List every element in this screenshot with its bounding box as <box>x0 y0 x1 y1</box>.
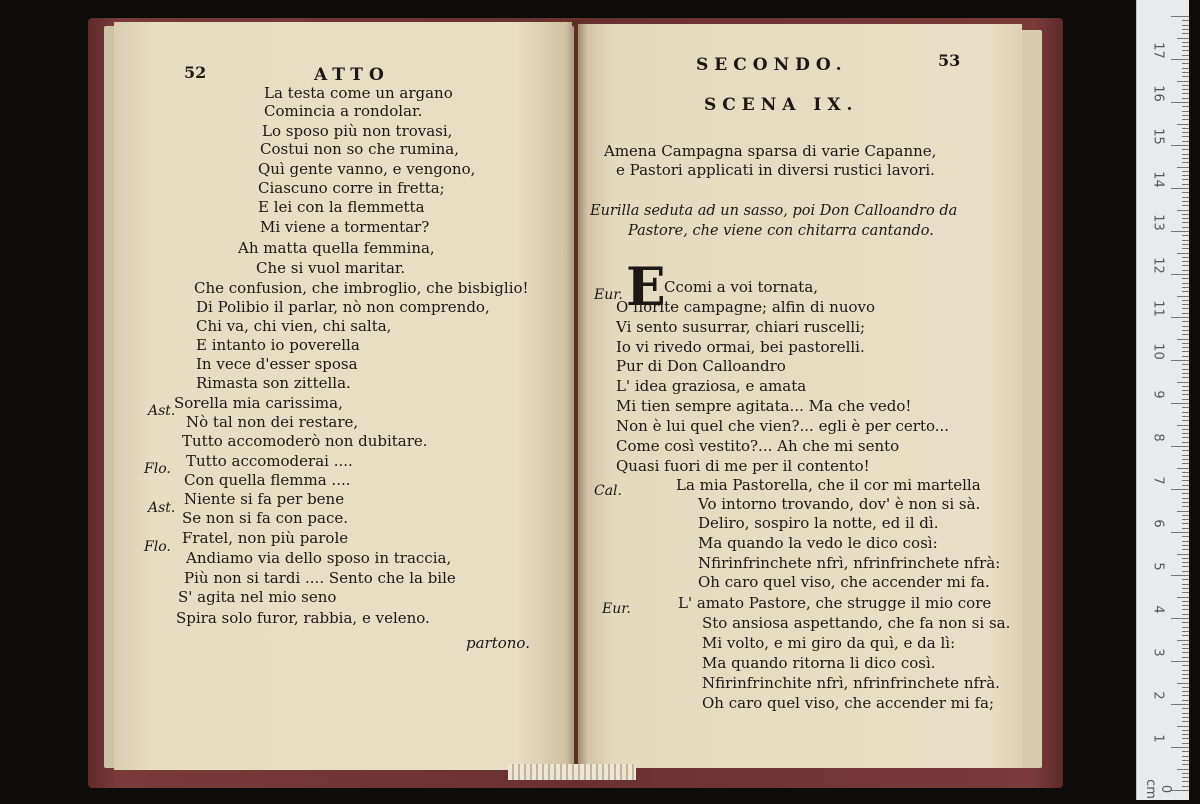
ruler-tick <box>1182 592 1189 593</box>
left-verse-line-21: Con quella flemma .... <box>184 471 351 489</box>
ruler-tick <box>1182 743 1189 744</box>
ruler-tick <box>1182 571 1189 572</box>
ruler-tick <box>1182 386 1189 387</box>
ruler-tick <box>1182 369 1189 370</box>
ruler-tick <box>1171 145 1189 146</box>
left-verse-line-16: Rimasta son zittella. <box>196 374 351 392</box>
ruler-tick <box>1182 377 1189 378</box>
ruler-tick <box>1182 429 1189 430</box>
ruler-tick <box>1182 459 1189 460</box>
calloandro-line-6: Oh caro quel viso, che accender mi fa. <box>698 573 990 591</box>
ruler-tick <box>1182 399 1189 400</box>
ruler-label: 3 <box>1150 648 1166 657</box>
ruler-tick <box>1182 33 1189 34</box>
ruler-tick <box>1182 300 1189 301</box>
ruler-tick <box>1182 695 1189 696</box>
ruler-tick <box>1182 321 1189 322</box>
ruler-tick <box>1182 330 1189 331</box>
ruler-tick <box>1182 545 1189 546</box>
ruler-tick <box>1182 25 1189 26</box>
left-page-number: 52 <box>184 63 207 82</box>
eurilla-song-line-1: L' amato Pastore, che strugge il mio core <box>678 594 992 612</box>
ruler-tick <box>1182 287 1189 288</box>
ruler-tick <box>1182 201 1189 202</box>
ruler-tick <box>1182 308 1189 309</box>
ruler-tick <box>1182 665 1189 666</box>
ruler-label: 12 <box>1150 257 1166 274</box>
ruler-tick <box>1182 498 1189 499</box>
ruler-tick <box>1182 751 1189 752</box>
left-verse-line-27: S' agita nel mio seno <box>178 588 337 606</box>
ruler-tick <box>1177 683 1189 684</box>
ruler-tick <box>1182 106 1189 107</box>
calloandro-line-5: Nfirinfrinchete nfrì, nfrinfrinchete nfrà: <box>698 554 1001 572</box>
eurilla-song-line-3: Mi volto, e mi giro da quì, e da lì: <box>702 634 956 652</box>
ruler-tick <box>1182 257 1189 258</box>
ruler-tick <box>1182 162 1189 163</box>
ruler-tick <box>1171 704 1189 705</box>
ruler-tick <box>1182 536 1189 537</box>
stage-direction-line-1: Eurilla seduta ad un sasso, poi Don Calloandro da <box>590 203 958 219</box>
ruler-tick <box>1182 493 1189 494</box>
ruler-tick <box>1182 781 1189 782</box>
ruler-tick <box>1182 657 1189 658</box>
ruler-tick <box>1182 472 1189 473</box>
ruler-tick <box>1171 231 1189 232</box>
ruler-tick <box>1171 575 1189 576</box>
ruler-tick <box>1171 360 1189 361</box>
book-gutter <box>566 20 588 772</box>
ruler-tick <box>1171 403 1189 404</box>
ruler-tick <box>1182 192 1189 193</box>
ruler-tick <box>1182 614 1189 615</box>
eurilla-line-6: Mi tien sempre agitata... Ma che vedo! <box>616 397 912 415</box>
ruler-tick <box>1182 579 1189 580</box>
left-verse-line-10: Che si vuol maritar. <box>256 259 406 277</box>
ruler-label: 8 <box>1150 433 1166 442</box>
left-verse-line-23: Se non si fa con pace. <box>182 509 349 527</box>
ruler-tick <box>1182 394 1189 395</box>
eurilla-line-7: Non è lui quel che vien?... egli è per certo... <box>616 417 950 435</box>
right-page-number: 53 <box>938 51 961 70</box>
ruler-tick <box>1182 248 1189 249</box>
ruler-tick <box>1182 674 1189 675</box>
exit-direction: partono. <box>466 634 530 652</box>
ruler-tick <box>1177 339 1189 340</box>
speaker-ast-2: Ast. <box>148 500 176 516</box>
ruler-tick <box>1177 640 1189 641</box>
left-verse-line-14: E intanto io poverella <box>196 336 360 354</box>
ruler-tick <box>1182 601 1189 602</box>
left-verse-line-26: Più non si tardi .... Sento che la bile <box>184 569 456 587</box>
ruler-tick <box>1182 786 1189 787</box>
calloandro-line-2: Vo intorno trovando, dov' è non si sà. <box>698 495 981 513</box>
ruler-tick <box>1182 128 1189 129</box>
measuring-ruler <box>1136 0 1189 800</box>
ruler-tick <box>1182 760 1189 761</box>
ruler-tick <box>1182 670 1189 671</box>
speaker-eur-1: Eur. <box>594 287 623 303</box>
left-running-head: ATTO <box>314 65 390 85</box>
left-verse-line-12: Di Polibio il parlar, nò non comprendo, <box>196 298 490 316</box>
ruler-label: 13 <box>1150 214 1166 231</box>
left-verse-line-15: In vece d'esser sposa <box>196 355 358 373</box>
calloandro-line-1: La mia Pastorella, che il cor mi martella <box>676 476 981 494</box>
ruler-tick <box>1182 584 1189 585</box>
ruler-tick <box>1182 46 1189 47</box>
ruler-tick <box>1182 631 1189 632</box>
ruler-tick <box>1182 313 1189 314</box>
ruler-tick <box>1177 597 1189 598</box>
right-running-head: SECONDO. <box>696 55 848 75</box>
stage-direction-line-2: Pastore, che viene con chitarra cantando. <box>628 223 934 239</box>
ruler-tick <box>1182 730 1189 731</box>
ruler-tick <box>1182 588 1189 589</box>
ruler-tick <box>1182 502 1189 503</box>
first-line: Ccomi a voi tornata, <box>664 278 819 296</box>
left-verse-line-11: Che confusion, che imbroglio, che bisbiglio! <box>194 279 529 297</box>
ruler-tick <box>1182 437 1189 438</box>
ruler-tick <box>1182 283 1189 284</box>
ruler-tick <box>1182 291 1189 292</box>
ruler-tick <box>1182 63 1189 64</box>
left-verse-line-9: Ah matta quella femmina, <box>238 239 435 257</box>
ruler-tick <box>1182 334 1189 335</box>
ruler-tick <box>1182 455 1189 456</box>
ruler-tick <box>1182 72 1189 73</box>
ruler-tick <box>1182 364 1189 365</box>
ruler-tick <box>1182 734 1189 735</box>
ruler-tick <box>1182 76 1189 77</box>
ruler-tick <box>1182 476 1189 477</box>
ruler-tick <box>1177 296 1189 297</box>
left-verse-line-24: Fratel, non più parole <box>182 529 349 547</box>
ruler-tick <box>1182 55 1189 56</box>
ruler-tick <box>1182 89 1189 90</box>
speaker-flo-2: Flo. <box>144 539 171 555</box>
left-verse-line-7: E lei con la flemmetta <box>258 198 425 216</box>
ruler-label: 11 <box>1150 300 1166 317</box>
book-headband <box>508 764 636 780</box>
ruler-tick <box>1182 235 1189 236</box>
ruler-tick <box>1177 468 1189 469</box>
ruler-tick <box>1182 523 1189 524</box>
ruler-tick <box>1182 648 1189 649</box>
left-verse-line-25: Andiamo via dello sposo in traccia, <box>186 549 452 567</box>
ruler-tick <box>1182 773 1189 774</box>
ruler-label: 2 <box>1150 691 1166 700</box>
left-verse-line-18: Nò tal non dei restare, <box>186 413 359 431</box>
ruler-tick <box>1182 528 1189 529</box>
left-verse-line-3: Lo sposo più non trovasi, <box>262 122 453 140</box>
ruler-tick <box>1182 111 1189 112</box>
ruler-tick <box>1182 506 1189 507</box>
calloandro-line-3: Deliro, sospiro la notte, ed il dì. <box>698 514 939 532</box>
ruler-tick <box>1177 81 1189 82</box>
ruler-tick <box>1182 98 1189 99</box>
ruler-tick <box>1182 158 1189 159</box>
ruler-tick <box>1182 433 1189 434</box>
ruler-tick <box>1182 721 1189 722</box>
eurilla-line-9: Quasi fuori di me per il contento! <box>616 457 870 475</box>
speaker-flo-1: Flo. <box>144 461 171 477</box>
left-verse-line-20: Tutto accomoderai .... <box>186 452 353 470</box>
ruler-tick <box>1182 261 1189 262</box>
ruler-tick <box>1182 407 1189 408</box>
ruler-tick <box>1182 184 1189 185</box>
eurilla-song-line-2: Sto ansiosa aspettando, che fa non si sa. <box>702 614 1011 632</box>
ruler-tick <box>1182 93 1189 94</box>
ruler-tick <box>1182 20 1189 21</box>
ruler-tick <box>1182 777 1189 778</box>
ruler-label: 9 <box>1150 390 1166 399</box>
ruler-tick <box>1171 661 1189 662</box>
ruler-tick <box>1182 205 1189 206</box>
ruler-tick <box>1182 713 1189 714</box>
calloandro-line-4: Ma quando la vedo le dico così: <box>698 534 938 552</box>
ruler-tick <box>1182 541 1189 542</box>
ruler-tick <box>1177 726 1189 727</box>
ruler-tick <box>1182 756 1189 757</box>
ruler-tick <box>1171 188 1189 189</box>
eurilla-line-3: Io vi rivedo ormai, bei pastorelli. <box>616 338 865 356</box>
scene-title: SCENA IX. <box>704 95 859 115</box>
ruler-tick <box>1171 59 1189 60</box>
ruler-tick <box>1182 566 1189 567</box>
left-verse-line-2: Comincia a rondolar. <box>264 102 423 120</box>
ruler-tick <box>1182 141 1189 142</box>
eurilla-song-line-4: Ma quando ritorna li dico così. <box>702 654 936 672</box>
ruler-tick <box>1171 274 1189 275</box>
ruler-tick <box>1182 480 1189 481</box>
ruler-tick <box>1182 549 1189 550</box>
ruler-tick <box>1171 618 1189 619</box>
left-verse-line-1: La testa come un argano <box>264 84 453 102</box>
ruler-label: 4 <box>1150 605 1166 614</box>
eurilla-line-8: Come così vestito?... Ah che mi sento <box>616 437 900 455</box>
ruler-tick <box>1171 532 1189 533</box>
ruler-tick <box>1182 652 1189 653</box>
ruler-tick <box>1182 304 1189 305</box>
ruler-tick <box>1182 149 1189 150</box>
ruler-tick <box>1182 356 1189 357</box>
ruler-tick <box>1171 747 1189 748</box>
ruler-tick <box>1182 635 1189 636</box>
ruler-tick <box>1182 412 1189 413</box>
ruler-tick <box>1177 511 1189 512</box>
ruler-tick <box>1182 450 1189 451</box>
left-verse-line-28: Spira solo furor, rabbia, e veleno. <box>176 609 430 627</box>
left-verse-line-22: Niente si fa per bene <box>184 490 345 508</box>
ruler-tick <box>1182 700 1189 701</box>
speaker-eur-2: Eur. <box>602 601 631 617</box>
ruler-tick <box>1182 627 1189 628</box>
ruler-tick <box>1182 270 1189 271</box>
eurilla-line-4: Pur di Don Calloandro <box>616 357 786 375</box>
ruler-tick <box>1182 717 1189 718</box>
left-verse-line-8: Mi viene a tormentar? <box>260 218 430 236</box>
ruler-tick <box>1182 171 1189 172</box>
ruler-label: 14 <box>1150 171 1166 188</box>
ruler-tick <box>1182 738 1189 739</box>
speaker-cal: Cal. <box>594 483 622 499</box>
ruler-tick <box>1182 115 1189 116</box>
ruler-tick <box>1182 764 1189 765</box>
ruler-tick <box>1177 210 1189 211</box>
ruler-tick <box>1182 244 1189 245</box>
ruler-tick <box>1177 554 1189 555</box>
ruler-tick <box>1182 214 1189 215</box>
ruler-tick <box>1182 463 1189 464</box>
ruler-label: 5 <box>1150 562 1166 571</box>
ruler-tick <box>1182 347 1189 348</box>
ruler-label: 17 <box>1150 42 1166 59</box>
ruler-tick <box>1182 420 1189 421</box>
ruler-tick <box>1177 167 1189 168</box>
ruler-tick <box>1182 222 1189 223</box>
ruler-tick <box>1182 119 1189 120</box>
ruler-tick <box>1182 136 1189 137</box>
ruler-tick <box>1182 605 1189 606</box>
left-page <box>114 22 572 770</box>
ruler-tick <box>1182 175 1189 176</box>
ruler-tick <box>1171 317 1189 318</box>
ruler-tick <box>1182 687 1189 688</box>
ruler-tick <box>1182 326 1189 327</box>
ruler-tick <box>1177 769 1189 770</box>
ruler-tick <box>1182 609 1189 610</box>
ruler-tick <box>1177 382 1189 383</box>
setting-line-2: e Pastori applicati in diversi rustici lavori. <box>616 161 935 179</box>
left-verse-line-17: Sorella mia carissima, <box>174 394 343 412</box>
ruler-tick <box>1182 227 1189 228</box>
speaker-ast-1: Ast. <box>148 403 176 419</box>
ruler-tick <box>1171 446 1189 447</box>
ruler-tick <box>1177 38 1189 39</box>
ruler-label: 15 <box>1150 128 1166 145</box>
ruler-tick <box>1182 373 1189 374</box>
ruler-tick <box>1182 644 1189 645</box>
ruler-tick <box>1182 390 1189 391</box>
ruler-tick <box>1182 351 1189 352</box>
ruler-tick <box>1177 253 1189 254</box>
ruler-label: 6 <box>1150 519 1166 528</box>
ruler-tick <box>1182 197 1189 198</box>
ruler-tick <box>1182 68 1189 69</box>
ruler-label: 7 <box>1150 476 1166 485</box>
ruler-tick <box>1182 515 1189 516</box>
ruler-tick <box>1182 278 1189 279</box>
eurilla-line-5: L' idea graziosa, e amata <box>616 377 807 395</box>
left-verse-line-5: Quì gente vanno, e vengono, <box>258 160 476 178</box>
eurilla-song-line-5: Nfirinfrinchite nfrì, nfrinfrinchete nfrà. <box>702 674 1000 692</box>
eurilla-line-1: O fiorite campagne; alfin di nuovo <box>616 298 876 316</box>
right-page <box>578 24 1022 768</box>
ruler-tick <box>1171 790 1189 791</box>
ruler-tick <box>1182 678 1189 679</box>
ruler-tick <box>1171 16 1189 17</box>
ruler-tick <box>1182 343 1189 344</box>
ruler-tick <box>1182 562 1189 563</box>
ruler-tick <box>1182 179 1189 180</box>
ruler-tick <box>1182 622 1189 623</box>
ruler-tick <box>1182 85 1189 86</box>
ruler-tick <box>1182 558 1189 559</box>
ruler-tick <box>1171 489 1189 490</box>
ruler-tick <box>1182 519 1189 520</box>
ruler-tick <box>1182 240 1189 241</box>
ruler-label: 16 <box>1150 85 1166 102</box>
ruler-tick <box>1182 218 1189 219</box>
ruler-tick <box>1182 42 1189 43</box>
ruler-tick <box>1182 416 1189 417</box>
ruler-tick <box>1182 132 1189 133</box>
ruler-tick <box>1182 691 1189 692</box>
ruler-tick <box>1182 154 1189 155</box>
ruler-tick <box>1182 50 1189 51</box>
drop-cap: E <box>626 257 666 318</box>
eurilla-song-line-6: Oh caro quel viso, che accender mi fa; <box>702 694 995 712</box>
ruler-tick <box>1182 708 1189 709</box>
ruler-tick <box>1177 124 1189 125</box>
ruler-label: 1 <box>1150 734 1166 743</box>
ruler-tick <box>1182 485 1189 486</box>
left-verse-line-6: Ciascuno corre in fretta; <box>258 179 445 197</box>
ruler-tick <box>1171 102 1189 103</box>
ruler-label: 0 cm <box>1143 779 1173 799</box>
left-verse-line-19: Tutto accomoderò non dubitare. <box>182 432 428 450</box>
setting-line-1: Amena Campagna sparsa di varie Capanne, <box>604 142 937 160</box>
left-verse-line-4: Costui non so che rumina, <box>260 140 460 158</box>
left-verse-line-13: Chi va, chi vien, chi salta, <box>196 317 392 335</box>
ruler-tick <box>1182 29 1189 30</box>
ruler-tick <box>1177 425 1189 426</box>
ruler-label: 10 <box>1150 343 1166 360</box>
ruler-tick <box>1182 442 1189 443</box>
eurilla-line-2: Vi sento susurrar, chiari ruscelli; <box>616 318 866 336</box>
ruler-tick <box>1182 265 1189 266</box>
